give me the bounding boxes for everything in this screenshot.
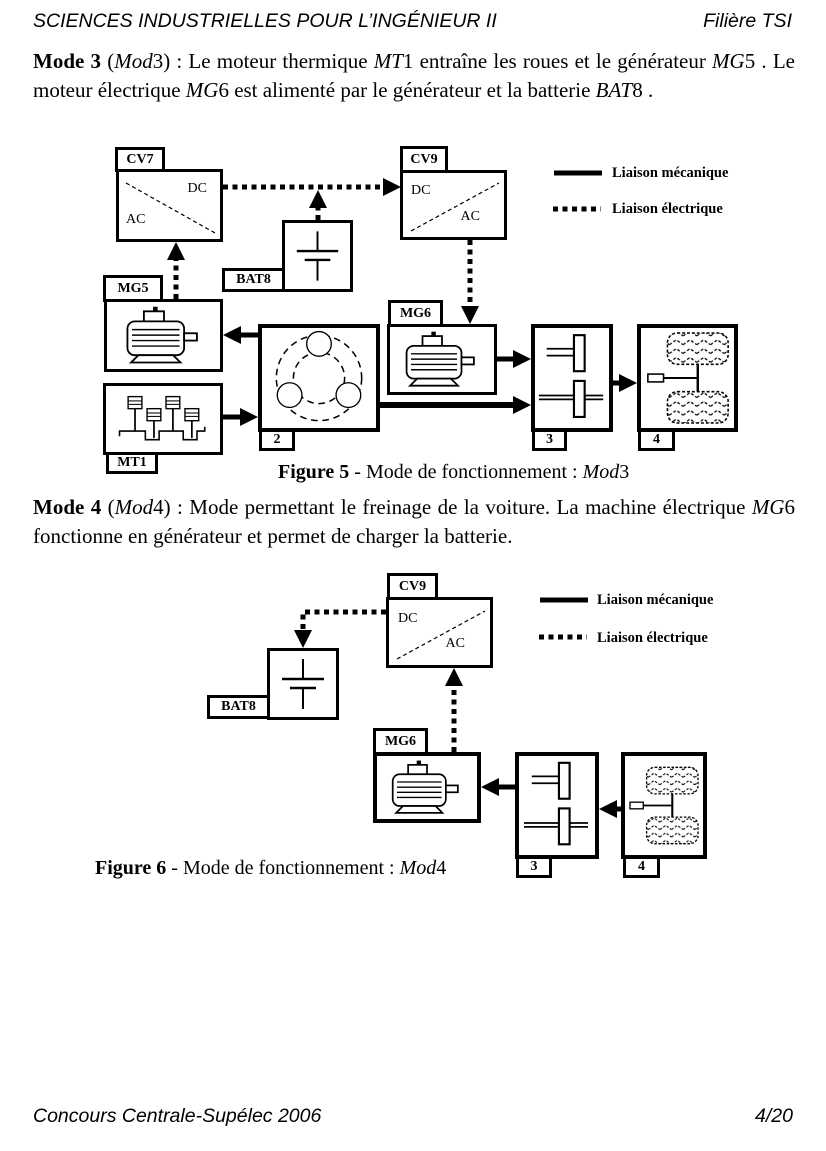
page-header-title: SCIENCES INDUSTRIELLES POUR L’INGÉNIEUR II bbox=[33, 10, 497, 32]
arrowhead-right bbox=[513, 396, 531, 414]
arrowhead-up bbox=[445, 668, 463, 686]
generator-mg5-block bbox=[104, 299, 223, 372]
cv9-label: CV9 bbox=[410, 151, 438, 167]
mg6-label: MG6 bbox=[399, 305, 432, 321]
arrowhead-up bbox=[309, 190, 327, 208]
mechanical-link-planetary-mg5 bbox=[223, 326, 258, 344]
dc-label: DC bbox=[411, 183, 431, 198]
arrowhead-down bbox=[294, 630, 312, 648]
ac-label: AC bbox=[445, 636, 465, 651]
electrical-link-mg5-cv7 bbox=[167, 242, 185, 299]
ac-label: AC bbox=[460, 209, 480, 224]
combustion-engine-icon bbox=[111, 388, 215, 450]
arrowhead-right bbox=[513, 350, 531, 368]
mg5-label: MG5 bbox=[117, 280, 149, 296]
cv7-label-tab bbox=[115, 147, 165, 172]
electrical-link-cv9-bat8 bbox=[294, 612, 386, 648]
wheels-icon bbox=[625, 757, 703, 854]
gearbox-number-tab bbox=[532, 429, 567, 451]
wheels-number-tab bbox=[638, 429, 675, 451]
planetary-gear-block bbox=[258, 324, 380, 432]
electric-motor-icon bbox=[380, 758, 474, 818]
electrical-link-cv7-cv9 bbox=[223, 178, 401, 196]
mg6-label: MG6 bbox=[384, 733, 417, 749]
gearbox-number: 3 bbox=[530, 859, 538, 874]
motor-mg6-block bbox=[373, 752, 481, 823]
mg6-label-tab bbox=[388, 300, 443, 327]
planetary-gear-icon bbox=[264, 329, 374, 427]
page-header-filiere: Filière TSI bbox=[703, 10, 792, 32]
mechanical-link-gearbox-mg6 bbox=[481, 778, 515, 796]
paragraph-mode4: Mode 4 (Mod4) : Mode permettant le freinage de la voiture. La machine électrique MG6 fonctionne en générateur et permet de charger la batterie. bbox=[33, 495, 795, 548]
bat8-label: BAT8 bbox=[221, 699, 256, 714]
battery-icon bbox=[270, 651, 336, 717]
gearbox-number-tab bbox=[516, 856, 552, 878]
mechanical-link-wheels-gearbox bbox=[599, 800, 621, 818]
paragraph-mode3: Mode 3 (Mod3) : Le moteur thermique MT1 entraîne les roues et le générateur MG5 . Le moteur électrique MG6 est alimenté par le générateur et la batterie BAT8 . bbox=[33, 49, 795, 102]
wheels-icon bbox=[642, 329, 734, 427]
figure6-caption: Figure 6 - Mode de fonctionnement : Mod4 bbox=[95, 857, 447, 879]
figure5-diagram bbox=[100, 143, 760, 470]
arrowhead-down bbox=[461, 306, 479, 324]
wheels-block bbox=[621, 752, 707, 859]
engine-mt1-block bbox=[103, 383, 223, 455]
bat8-label-tab bbox=[222, 268, 285, 292]
wheels-number: 4 bbox=[653, 432, 660, 447]
arrowhead-right bbox=[240, 408, 258, 426]
gearbox-block bbox=[531, 324, 613, 432]
converter-cv9-block bbox=[400, 170, 507, 240]
bat8-label: BAT8 bbox=[236, 272, 271, 287]
mg6-label-tab bbox=[373, 728, 428, 755]
ac-label: AC bbox=[126, 212, 146, 227]
wheels-block bbox=[637, 324, 738, 432]
figure6-diagram bbox=[200, 570, 760, 890]
electric-motor-icon bbox=[114, 304, 214, 368]
page-footer-left: Concours Centrale-Supélec 2006 bbox=[33, 1105, 322, 1127]
arrowhead-right bbox=[383, 178, 401, 196]
wheels-number-tab bbox=[623, 856, 660, 878]
gearbox-block bbox=[515, 752, 599, 859]
legend-electrical-label: Liaison électrique bbox=[612, 201, 723, 217]
battery-icon bbox=[285, 223, 350, 289]
gearbox-icon bbox=[535, 329, 609, 427]
electrical-link-mg6-cv9 bbox=[445, 668, 463, 752]
arrowhead-left bbox=[481, 778, 499, 796]
mt1-label-tab bbox=[106, 452, 158, 474]
gearbox-icon bbox=[520, 757, 594, 854]
cv7-label: CV7 bbox=[126, 151, 154, 167]
cv9-label: CV9 bbox=[398, 578, 427, 594]
legend-mechanical-label: Liaison mécanique bbox=[597, 592, 714, 608]
legend-electrical-label: Liaison électrique bbox=[597, 630, 708, 646]
figure5-caption: Figure 5 - Mode de fonctionnement : Mod3 bbox=[278, 461, 630, 483]
converter-cv7-block bbox=[116, 169, 223, 242]
cv9-label-tab bbox=[400, 146, 448, 173]
arrowhead-right bbox=[619, 374, 637, 392]
mt1-label: MT1 bbox=[117, 455, 147, 470]
electrical-link-cv9-mg6 bbox=[461, 240, 479, 324]
converter-cv9-block bbox=[386, 597, 493, 668]
mechanical-link-mg6-gearbox bbox=[497, 350, 531, 368]
arrowhead-left bbox=[223, 326, 241, 344]
planetary-number-tab bbox=[259, 429, 295, 451]
bat8-label-tab bbox=[207, 695, 270, 719]
battery-block bbox=[282, 220, 353, 292]
mechanical-link-gearbox-wheels bbox=[613, 374, 637, 392]
cv9-label-tab bbox=[387, 573, 438, 600]
mechanical-link-planetary-gearbox bbox=[380, 396, 531, 414]
legend-mechanical-label: Liaison mécanique bbox=[612, 165, 729, 181]
mg5-label-tab bbox=[103, 275, 163, 302]
planetary-number: 2 bbox=[273, 432, 281, 447]
mechanical-link-mt1-planetary bbox=[223, 408, 258, 426]
wheels-number: 4 bbox=[638, 859, 645, 874]
dc-ac-diagonal bbox=[389, 600, 490, 665]
dc-label: DC bbox=[187, 181, 207, 196]
gearbox-number: 3 bbox=[546, 432, 553, 447]
battery-block bbox=[267, 648, 339, 720]
electric-motor-icon bbox=[394, 329, 490, 391]
motor-mg6-block bbox=[387, 324, 497, 395]
arrowhead-up bbox=[167, 242, 185, 260]
page-number: 4/20 bbox=[755, 1105, 793, 1127]
electrical-link-bat8-up bbox=[309, 190, 327, 220]
arrowhead-left bbox=[599, 800, 617, 818]
dc-label: DC bbox=[398, 611, 418, 626]
